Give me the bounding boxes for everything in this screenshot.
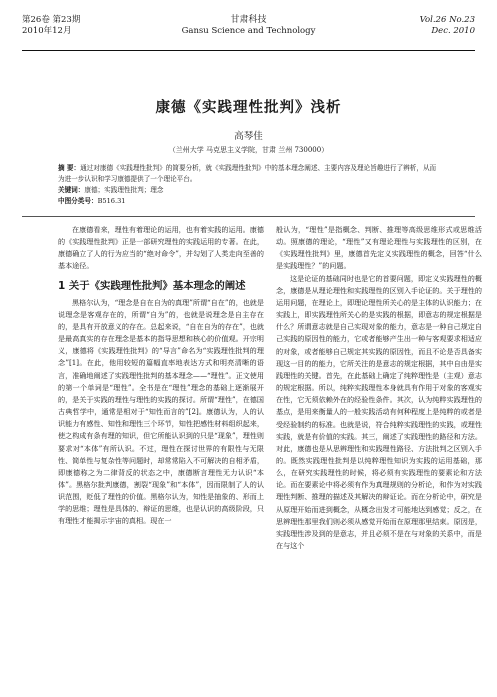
intro-paragraph: 在康德看来，理性有着理论的运用，也有着实践的运用。康德的《实践理性批判》正是一部研究理性的实践运用的专著。在此，康德确立了人的行为应当的“绝对命令”，并勾划了人类走向至善的基本途径。 bbox=[58, 225, 264, 271]
journal-name-block bbox=[22, 15, 475, 37]
journal-name-en: Gansu Science and Technology bbox=[181, 26, 316, 36]
author-affiliation: （兰州大学 马克思主义学院，甘肃 兰州 730000） bbox=[168, 146, 329, 154]
abstract-rule bbox=[22, 216, 475, 217]
abstract-label: 摘 要： bbox=[58, 164, 81, 172]
header-rule bbox=[22, 50, 475, 51]
keywords-label: 关键词： bbox=[58, 186, 85, 194]
header-date: 2010年12月 bbox=[22, 26, 72, 36]
left-column bbox=[58, 224, 264, 528]
body-paragraph-continued: 般认为，“理性”是指概念、判断、推理等高级思维形式或思维活动。照康德的理论，“理性”又有理论理性与实践理性的区别，在《实践理性批判》里，康德首先定义实践理性的概念，回答“什么是实践理性？”的问题。 bbox=[276, 225, 482, 271]
header-volume-en: Vol.26 No.23 bbox=[419, 15, 475, 25]
keywords bbox=[58, 185, 439, 196]
page-header bbox=[22, 12, 475, 58]
classification-label: 中图分类号： bbox=[58, 197, 98, 205]
journal-name-cn: 甘肃科技 bbox=[230, 15, 267, 25]
right-column bbox=[276, 224, 482, 552]
classification-text: B516.31 bbox=[97, 197, 126, 205]
article-author: 高琴佳 bbox=[234, 131, 263, 142]
keywords-text: 康德；实践理性批判；理念 bbox=[84, 186, 164, 194]
header-date-en: Dec. 2010 bbox=[431, 26, 475, 36]
header-volume-en-block bbox=[420, 15, 475, 37]
abstract-text: 通过对康德《实践理性批判》的简要分析，就《实践理性批判》中的基本理念阐述、主要内容及理论旨趣进行了辨析，从而为进一步认识和学习康德提供了一个理论平台。 bbox=[58, 164, 437, 183]
section-heading: 1 关于《实践理性批判》基本理念的阐述 bbox=[58, 279, 246, 292]
abstract-block bbox=[58, 163, 439, 207]
classification-number bbox=[58, 196, 439, 207]
body-paragraph: 这是论证的基础同时也是它的首要问题，即定义实践理性的概念，康德是从理论理性和实践理性的区别入手论证的。关于理性的运用问题，在理论上，即理论理性所关心的是主体的认识能力；在实践上，即实践理性所关心的是实践的根据，即意志的规定根据是什么？所谓意志就是自己实现对象的能力，意志是一种自己规定自己实践的原因性的能力，它或者能够产生出一种与客观要求相适应的对象，或者能够自己规定其实践的原因性，而且不论是否具备实现这一目的的能力，它所关注的是意志的规定根据，其中自由是实践理性的关键。首先，在此基础上确定了纯粹理性是（主观）意志的规定根据。所以，纯粹实践理性本身就具有作用于对象的客观实在性，它无须依赖外在的经验性条件。其次，认为纯粹实践理性的基点，是用来衡量人的一般实践活动有何种程度上是纯粹的或者是受经验制约的标准。也就是说，符合纯粹实践理性的实践，或理性实践，就是有价值的实践。其三，阐述了实践理性的路径和方法。对此，康德也是从思辨理性和实践理性路径、方法批判之区别入手的。既然实践理性批判是以纯粹理性知识为实践的运用基础，那么，在研究实践理性的时候，将必须有实践理性的要素论和方法论。而在要素论中将必须有作为真理规则的分析论，和作为对实践理性判断、推理的描述及其解决的辩证论。而在分析论中，研究是从原理开始而进到概念，从概念出发才可能地达到感觉；反之，在思辨理性那里我们则必须从感觉开始而在原理那里结束。原因是，实践理性涉及到的是意志，并且必须不是在与对象的关系中，而是在与这个 bbox=[276, 273, 482, 551]
abstract bbox=[58, 163, 439, 185]
body-paragraph: 黑格尔认为，“理念是自在自为的真理”所谓“自在”的，也就是说理念是客观存在的，所谓“自为”的，也就是说理念是自主存在的，是具有开放意义的存在。总起来说，“自在自为的存在”，也就是最高真实的存在理念是基本的指导思想和核心的价值观。开宗明义，康德将《实践理性批判》的“导言”命名为“实践理性批判的理念”[1]。在此，他用较短的篇幅直率地表达方式和明亮清晰的语言，准确地阐述了实践理性批判的基本理念——“理性”。正文使用的第一个单词是“理性”。全书是在“理性”理念的基础上逐渐展开的，是关于实践的理性与理性的实践的探讨。所谓“理性”，在德国古典哲学中，通常是相对于“知性而言的”[2]。康德认为，人的认识能力有感性、知性和理性三个环节，知性把感性材料组织起来，使之构成有条有理的知识，但它所能认识到的只是“现象”，理性则要求对“本体”有所认识。不过，理性在探讨世界的有限性与无限性、简单性与复杂性等问题时，却常常陷入不可解决的自相矛盾，即康德称之为二律背反的状态之中，康德断言理性无力认识“本体”。黑格尔批判康德，割裂“现象”和“本体”，因而限制了人的认识范围，贬低了理性的价值。黑格尔认为，知性是抽象的、形而上学的思维；理性是具体的、辩证的思维，也是认识的高级阶段，只有理性才能揭示宇宙的真相。现在一 bbox=[58, 297, 264, 526]
header-volume-issue: 第26卷 第23期 bbox=[22, 15, 81, 25]
article-title: 康德《实践理性批判》浅析 bbox=[155, 100, 342, 116]
